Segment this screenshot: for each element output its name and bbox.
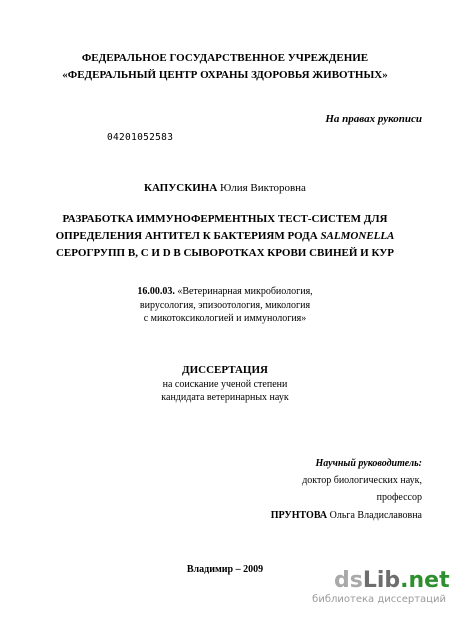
watermark-logo-lib: Lib: [362, 568, 401, 593]
thesis-line-2: кандидата ветеринарных наук: [161, 392, 289, 403]
supervisor-given-names: Ольга Владиславовна: [329, 510, 422, 521]
author-surname: КАПУСКИНА: [144, 182, 218, 194]
place-and-year: Владимир – 2009: [186, 564, 264, 575]
specialty-line-2: вирусология, эпизоотология, микология: [139, 300, 311, 311]
title-line-1: РАЗРАБОТКА ИММУНОФЕРМЕНТНЫХ ТЕСТ-СИСТЕМ ДЛЯ: [62, 213, 388, 225]
supervisor-rank: профессор: [376, 492, 422, 503]
supervisor-surname: ПРУНТОВА: [270, 510, 328, 521]
manuscript-note: На правах рукописи: [325, 113, 422, 125]
title-genus: SALMONELLA: [320, 230, 395, 242]
specialty-text-1: «Ветеринарная микробиология,: [177, 286, 313, 297]
author-given-names: Юлия Викторовна: [220, 182, 306, 194]
watermark-subtitle: библиотека диссертаций: [312, 594, 446, 605]
watermark-logo-net: .net: [400, 568, 450, 593]
author-name: [0, 182, 450, 194]
specialty-line-3: с микотоксикологией и иммунология»: [143, 313, 307, 324]
supervisor-degree: доктор биологических наук,: [302, 475, 422, 486]
title-line-2: [0, 230, 450, 242]
institution-line-1: ФЕДЕРАЛЬНОЕ ГОСУДАРСТВЕННОЕ УЧРЕЖДЕНИЕ: [81, 52, 369, 64]
title-line-3: СЕРОГРУПП В, С И D В СЫВОРОТКАХ КРОВИ СВИНЕЙ И КУР: [55, 247, 394, 259]
thesis-heading: ДИССЕРТАЦИЯ: [182, 364, 268, 376]
supervisor-name: [271, 510, 422, 521]
watermark-logo-ds: ds: [334, 568, 363, 593]
specialty-line-1: [0, 286, 450, 297]
title-line-2-text: ОПРЕДЕЛЕНИЯ АНТИТЕЛ К БАКТЕРИЯМ РОДА: [55, 230, 318, 242]
institution-line-2: «ФЕДЕРАЛЬНЫЙ ЦЕНТР ОХРАНЫ ЗДОРОВЬЯ ЖИВОТНЫХ»: [62, 69, 388, 81]
document-code: 04201052583: [107, 132, 174, 143]
dslib-watermark-logo: [334, 568, 450, 594]
specialty-code: 16.00.03.: [137, 286, 175, 297]
thesis-line-1: на соискание ученой степени: [162, 379, 288, 390]
supervisor-label: Научный руководитель:: [315, 458, 422, 469]
